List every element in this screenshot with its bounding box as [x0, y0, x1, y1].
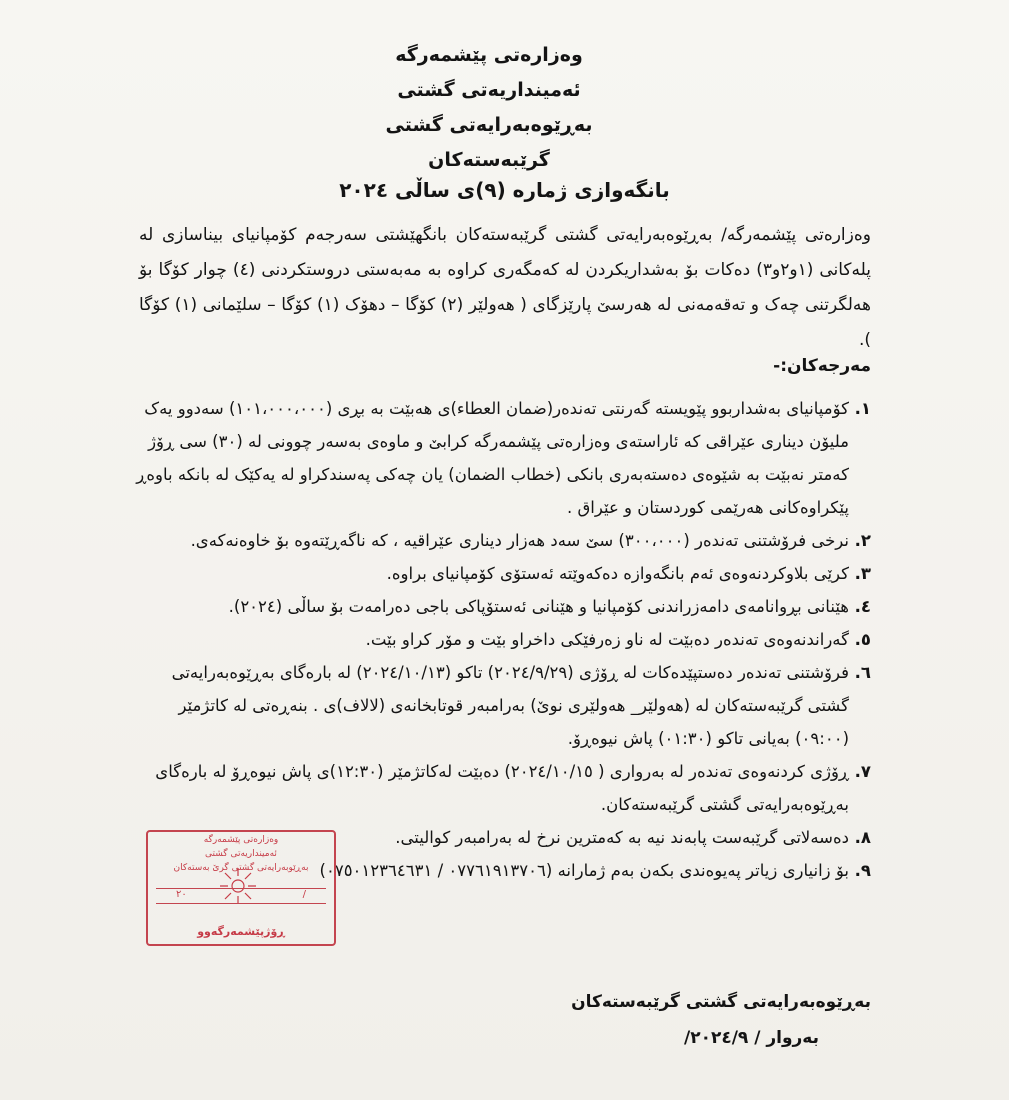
condition-item — [133, 623, 871, 656]
secretariat-name: ئەمینداریەتی گشتی — [397, 79, 581, 101]
announcement-title: بانگەوازی ژمارە (٩)ی ساڵی ٢٠٢٤ — [339, 178, 670, 202]
condition-item — [133, 656, 871, 755]
stamp-ministry: وەزارەتی پێشمەرگە — [203, 835, 279, 845]
condition-number: ٦. — [854, 663, 871, 682]
signoff-block — [571, 984, 871, 1056]
official-stamp — [146, 830, 336, 946]
condition-item — [133, 590, 871, 623]
condition-text: دەسەلاتی گرێبەست پابەند نیە بە کەمترین نرخ لە بەرامبەر کوالیتی. — [395, 828, 849, 847]
condition-number: ٥. — [854, 630, 871, 649]
condition-text: بۆ زانیاری زیاتر پەیوەندی بکەن بەم ژمارانە (٠٧٧٦١٩١٣٧٠٦ / ٠٧٥٠١٢٣٦٤٦٣١) — [319, 861, 849, 880]
condition-text: هێنانی بڕوانامەی دامەزراندنی کۆمپانیا و هێنانی ئەستۆپاکی باجی دەرامەت بۆ ساڵی (٢٠٢٤). — [228, 597, 849, 616]
condition-item — [133, 392, 871, 524]
condition-number: ٢. — [854, 531, 871, 550]
condition-number: ٤. — [854, 597, 871, 616]
ministry-name: وەزارەتی پێشمەرگە — [395, 44, 583, 66]
stamp-directorate: بەڕێوبەرایەتی گشتی گرێ بەستەکان — [173, 863, 309, 873]
stamp-ref-right: / — [302, 889, 306, 900]
condition-number: ٨. — [854, 828, 871, 847]
condition-text: نرخی فرۆشتنی تەندەر (٣٠٠،٠٠٠) سێ سەد هەزار دیناری عێراقیە ، کە ناگەڕێتەوە بۆ خاوەنەکەی. — [190, 531, 849, 550]
stamp-reference-row — [156, 888, 326, 904]
condition-text: فرۆشتنی تەندەر دەستپێدەکات لە ڕۆژی (٢٠٢٤/٩/٢٩) تاکو (٢٠٢٤/١٠/١٣) لە بارەگای بەڕێوەبەرایەتی گشتی گرێبەستەکان لە (هەولێر_ هەولێری نوێ) بەرامبەر قوتابخانەی (لالاف)ی . بنەڕەتی لە کاتژمێر (٠٩:٠٠) بەیانی تاکو (٠١:٣٠) پاش نیوەڕۆ. — [171, 663, 849, 748]
condition-item — [133, 755, 871, 821]
conditions-heading: مەرجەکان:- — [773, 356, 871, 376]
condition-number: ٩. — [854, 861, 871, 880]
stamp-footer: ڕۆژپێشمەرگەوو — [197, 925, 285, 938]
intro-paragraph: وەزارەتی پێشمەرگە/ بەڕێوەبەرایەتی گشتی گرێبەستەکان بانگهێشتی سەرجەم کۆمپانیای بیناسازی لە پلەکانی (١و٢و٣) دەکات بۆ بەشداریکردن لە کەمگەری کراوە بە مەبەستی دروستکردنی (٤) چوار کۆگا بۆ هەلگرتنی چەک و تەقەمەنی لە هەرسێ پارێزگای ( هەولێر (٢) کۆگا – دهۆک (١) کۆگا – سلێمانی (١) کۆگا ). — [139, 225, 871, 350]
condition-text: کرێی بلاوکردنەوەی ئەم بانگەوازە دەکەوێتە ئەستۆی کۆمپانیای براوە. — [386, 564, 849, 583]
condition-number: ٧. — [854, 762, 871, 781]
stamp-ref-left: ٢٠ — [176, 889, 187, 900]
condition-number: ١. — [854, 399, 871, 418]
condition-item — [133, 524, 871, 557]
condition-text: گەراندنەوەی تەندەر دەبێت لە ناو زەرفێکی داخراو بێت و مۆر کراو بێت. — [365, 630, 849, 649]
condition-text: کۆمپانیای بەشداربوو پێویستە گەرنتی تەندەر(ضمان العطاء)ی هەبێت بە بڕی (١٠١،٠٠٠،٠٠٠) سەدوو یەک ملیۆن دیناری عێراقی کە ئاراستەی وەزارەتی پێشمەرگە کرابێ و ماوەی بەسەر چوونی لە (٣٠) سی ڕۆژ کەمتر نەبێت بە شێوەی دەستەبەری بانکی (خطاب الضمان) یان چەکی پەسندکراو لە یەکێک لە بانکە باوەڕ پێکراوەکانی هەرێمی کوردستان و عێراق . — [136, 399, 849, 517]
letterhead — [349, 38, 629, 178]
signoff-organization: بەڕێوەبەرایەتی گشتی گرێبەستەکان — [571, 992, 871, 1012]
directorate-name: بەڕێوەبەرایەتی گشتی گرێبەستەکان — [385, 114, 593, 171]
signoff-date: بەروار / ٢٠٢٤/٩/ — [683, 1028, 819, 1048]
stamp-secretariat: ئەمینداریەتی گشتی — [205, 849, 277, 859]
conditions-list — [133, 392, 871, 887]
condition-number: ٣. — [854, 564, 871, 583]
condition-text: ڕۆژی کردنەوەی تەندەر لە بەرواری ( ٢٠٢٤/١٠/١٥) دەبێت لەکاتژمێر (١٢:٣٠)ی پاش نیوەڕۆ لە بارەگای بەڕێوەبەرایەتی گشتی گرێبەستەکان. — [155, 762, 849, 814]
condition-item — [133, 557, 871, 590]
